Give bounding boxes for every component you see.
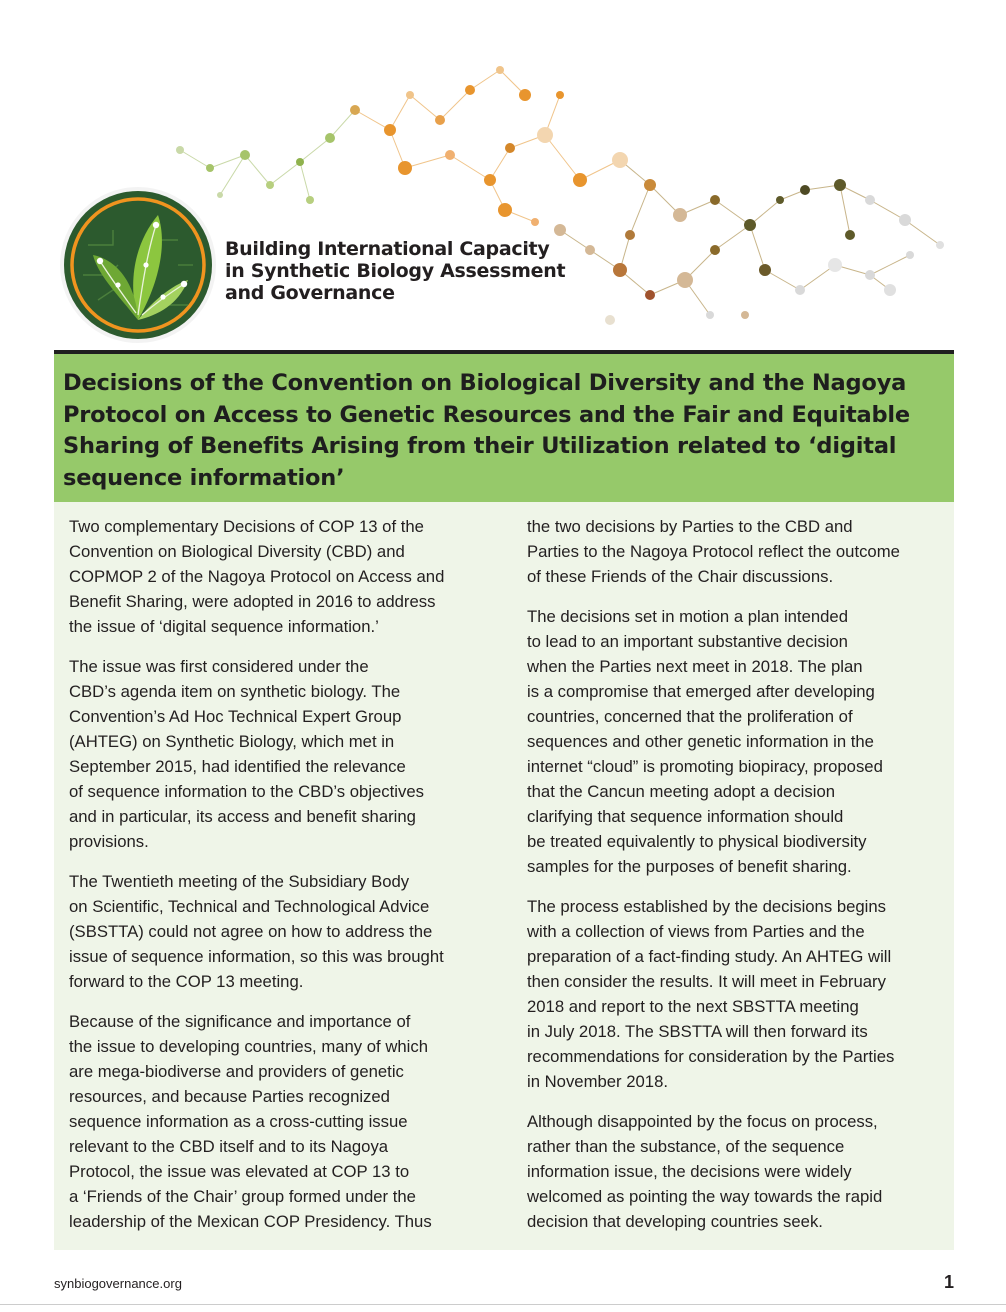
paragraph-line: sequence information as a cross-cutting issue: [69, 1112, 408, 1131]
paragraph-line: with a collection of views from Parties and the: [527, 922, 865, 941]
paragraph-line: (SBSTTA) could not agree on how to address the: [69, 922, 433, 941]
organization-name-line: and Governance: [225, 282, 395, 304]
paragraph-line: and in particular, its access and benefit sharing: [69, 807, 416, 826]
paragraph-line: a ‘Friends of the Chair’ group formed under the: [69, 1187, 416, 1206]
organization-name-line: in Synthetic Biology Assessment: [225, 260, 566, 282]
paragraph: [527, 604, 942, 879]
paragraph-line: in July 2018. The SBSTTA will then forward its: [527, 1022, 868, 1041]
paragraph: [527, 514, 942, 589]
paragraph-line: The process established by the decisions begins: [527, 897, 886, 916]
paragraph-line: 2018 and report to the next SBSTTA meeting: [527, 997, 859, 1016]
paragraph-line: be treated equivalently to physical biodiversity: [527, 832, 867, 851]
paragraph-line: countries, concerned that the proliferation of: [527, 707, 853, 726]
footer-url: synbiogovernance.org: [54, 1276, 182, 1291]
paragraph-line: Benefit Sharing, were adopted in 2016 to address: [69, 592, 436, 611]
paragraph-line: the issue to developing countries, many of which: [69, 1037, 428, 1056]
paragraph: [527, 1109, 942, 1234]
leaf-circuit-logo-icon: [58, 185, 218, 345]
molecular-network-icon: [150, 50, 956, 350]
paragraph-line: relevant to the CBD itself and to its Nagoya: [69, 1137, 389, 1156]
paragraph-line: resources, and because Parties recognized: [69, 1087, 390, 1106]
paragraph: [527, 894, 942, 1094]
paragraph-line: CBD’s agenda item on synthetic biology. The: [69, 682, 401, 701]
paragraph-line: samples for the purposes of benefit sharing.: [527, 857, 852, 876]
paragraph-line: then consider the results. It will meet in February: [527, 972, 886, 991]
paragraph-line: information issue, the decisions were widely: [527, 1162, 852, 1181]
paragraph-line: Convention’s Ad Hoc Technical Expert Group: [69, 707, 402, 726]
paragraph-line: September 2015, had identified the relevance: [69, 757, 406, 776]
paragraph-line: are mega-biodiverse and providers of genetic: [69, 1062, 404, 1081]
title-line: sequence information’: [63, 464, 345, 491]
paragraph: [69, 1009, 489, 1234]
title-line: Protocol on Access to Genetic Resources and the Fair and Equitable: [63, 401, 910, 428]
paragraph-line: leadership of the Mexican COP Presidency. Thus: [69, 1212, 432, 1231]
paragraph-line: Protocol, the issue was elevated at COP 13 to: [69, 1162, 410, 1181]
paragraph-line: is a compromise that emerged after developing: [527, 682, 875, 701]
paragraph-line: Because of the significance and importance of: [69, 1012, 411, 1031]
paragraph-line: when the Parties next meet in 2018. The plan: [527, 657, 863, 676]
paragraph-line: recommendations for consideration by the Parties: [527, 1047, 895, 1066]
paragraph-line: The decisions set in motion a plan intended: [527, 607, 848, 626]
paragraph-line: that the Cancun meeting adopt a decision: [527, 782, 836, 801]
paragraph-line: of these Friends of the Chair discussions.: [527, 567, 834, 586]
title-banner: [54, 354, 954, 502]
right-column: [527, 514, 942, 1249]
title-line: Sharing of Benefits Arising from their Utilization related to ‘digital: [63, 433, 897, 459]
paragraph-line: The Twentieth meeting of the Subsidiary Body: [69, 872, 410, 891]
page-title: [63, 368, 944, 494]
paragraph-line: provisions.: [69, 832, 149, 851]
paragraph: [69, 869, 489, 994]
paragraph-line: preparation of a fact-finding study. An AHTEG will: [527, 947, 892, 966]
paragraph-line: on Scientific, Technical and Technological Advice: [69, 897, 430, 916]
paragraph-line: Convention on Biological Diversity (CBD) and: [69, 542, 405, 561]
paragraph-line: rather than the substance, of the sequence: [527, 1137, 845, 1156]
paragraph-line: sequences and other genetic information in the: [527, 732, 874, 751]
paragraph-line: the two decisions by Parties to the CBD and: [527, 517, 853, 536]
paragraph-line: Although disappointed by the focus on process,: [527, 1112, 878, 1131]
paragraph-line: clarifying that sequence information should: [527, 807, 844, 826]
organization-name-line: Building International Capacity: [225, 238, 550, 260]
paragraph-line: The issue was first considered under the: [69, 657, 369, 676]
paragraph-line: issue of sequence information, so this was brought: [69, 947, 444, 966]
paragraph-line: in November 2018.: [527, 1072, 668, 1091]
paragraph-line: the issue of ‘digital sequence information.’: [69, 617, 379, 636]
paragraph: [69, 514, 489, 639]
paragraph-line: forward to the COP 13 meeting.: [69, 972, 304, 991]
paragraph-line: decision that developing countries seek.: [527, 1212, 823, 1231]
page-number: 1: [944, 1272, 955, 1292]
organization-name: [225, 238, 585, 304]
paragraph-line: of sequence information to the CBD’s objectives: [69, 782, 424, 801]
paragraph-line: COPMOP 2 of the Nagoya Protocol on Access and: [69, 567, 445, 586]
paragraph: [69, 654, 489, 854]
footer-divider: [0, 1304, 1006, 1305]
left-column: [69, 514, 489, 1249]
paragraph-line: welcomed as pointing the way towards the rapid: [527, 1187, 883, 1206]
paragraph-line: internet “cloud” is promoting biopiracy, proposed: [527, 757, 883, 776]
paragraph-line: to lead to an important substantive decision: [527, 632, 848, 651]
paragraph-line: (AHTEG) on Synthetic Biology, which met in: [69, 732, 395, 751]
title-line: Decisions of the Convention on Biological Diversity and the Nagoya: [63, 370, 907, 396]
paragraph-line: Parties to the Nagoya Protocol reflect the outcome: [527, 542, 900, 561]
paragraph-line: Two complementary Decisions of COP 13 of the: [69, 517, 424, 536]
